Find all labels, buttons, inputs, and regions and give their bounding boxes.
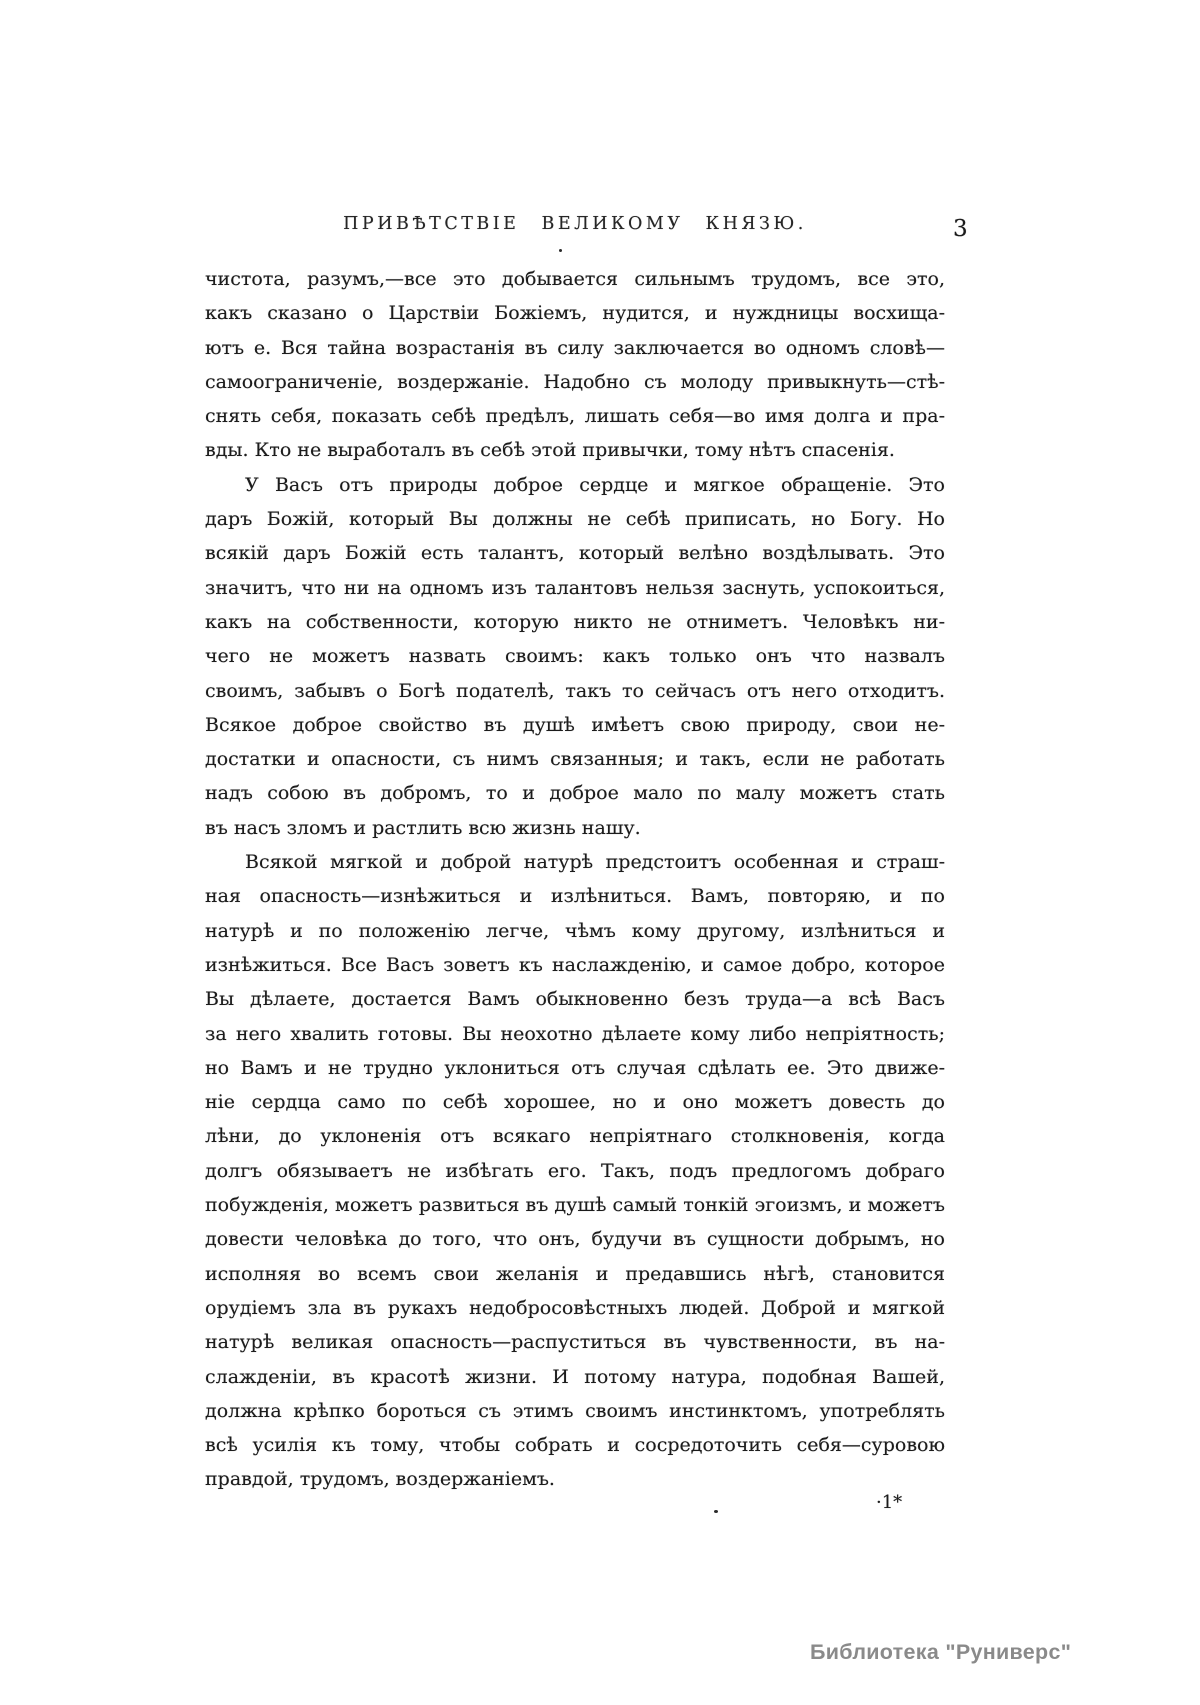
text-line: натурѣ и по положенію легче, чѣмъ кому другому, излѣниться и [205, 919, 945, 942]
text-line: побужденія, можетъ развиться въ душѣ самый тонкій эгоизмъ, и можетъ [205, 1194, 945, 1217]
text-line: Всякой мягкой и доброй натурѣ предстоитъ особенная и страш- [245, 851, 945, 874]
text-line: довести человѣка до того, что онъ, будучи въ сущности добрымъ, но [205, 1228, 945, 1251]
text-line: Всякое доброе свойство въ душѣ имѣетъ свою природу, свои не- [205, 713, 945, 736]
text-line: Вы дѣлаете, достается Вамъ обыкновенно безъ труда—а всѣ Васъ [205, 988, 945, 1011]
scan-speck [714, 1510, 718, 1513]
text-line: но Вамъ и не трудно уклониться отъ случая сдѣлать ее. Это движе- [205, 1056, 945, 1079]
text-line: изнѣжиться. Все Васъ зоветъ къ наслажденію, и самое добро, которое [205, 953, 945, 976]
text-line: надъ собою въ добромъ, то и доброе мало по малу можетъ стать [205, 782, 945, 805]
text-line: снять себя, показать себѣ предѣлъ, лишать себя—во имя долга и пра- [205, 405, 945, 428]
text-line: исполняя во всемъ свои желанія и предавшись нѣгѣ, становится [205, 1262, 945, 1285]
library-watermark: Библиотека "Руниверс" [810, 1640, 1072, 1664]
text-line: достатки и опасности, съ нимъ связанныя; и такъ, если не работать [205, 748, 945, 771]
text-line: какъ на собственности, которую никто не отниметъ. Человѣкъ ни- [205, 610, 945, 633]
text-line: за него хвалить готовы. Вы неохотно дѣлаете кому либо непріятность; [205, 1022, 945, 1045]
text-line: значитъ, что ни на одномъ изъ талантовъ нельзя заснуть, успокоиться, [205, 576, 945, 599]
body-text [205, 262, 945, 1497]
text-line: слажденіи, въ красотѣ жизни. И потому натура, подобная Вашей, [205, 1365, 945, 1388]
text-line: лѣни, до уклоненія отъ всякаго непріятнаго столкновенія, когда [205, 1125, 945, 1148]
page-header [205, 214, 968, 248]
text-line: вды. Кто не выработалъ въ себѣ этой привычки, тому нѣтъ спасенія. [205, 439, 895, 462]
text-line: ютъ е. Вся тайна возрастанія въ силу заключается во одномъ словѣ— [205, 336, 945, 359]
text-line: ніе сердца само по себѣ хорошее, но и оно можетъ довесть до [205, 1091, 945, 1114]
text-line: всякій даръ Божій есть талантъ, который велѣно воздѣлывать. Это [205, 542, 945, 565]
text-line: въ насъ зломъ и растлить всю жизнь нашу. [205, 816, 641, 839]
text-line: всѣ усилія къ тому, чтобы собрать и сосредоточить себя—суровою [205, 1434, 945, 1457]
text-line: какъ сказано о Царствіи Божіемъ, нудится, и нуждницы восхища- [205, 302, 945, 325]
text-line: долгъ обязываетъ не избѣгать его. Такъ, подъ предлогомъ добраго [205, 1159, 945, 1182]
text-line: натурѣ великая опасность—распуститься въ чувственности, въ на- [205, 1331, 945, 1354]
text-line: должна крѣпко бороться съ этимъ своимъ инстинктомъ, употреблять [205, 1399, 945, 1422]
text-line: своимъ, забывъ о Богѣ подателѣ, такъ то сейчасъ отъ него отходитъ. [205, 679, 945, 702]
signature-mark: ·1* [876, 1492, 903, 1513]
text-line: чистота, разумъ,—все это добывается сильнымъ трудомъ, все это, [205, 268, 945, 290]
text-line: У Васъ отъ природы доброе сердце и мягкое обращеніе. Это [245, 473, 945, 496]
text-line: правдой, трудомъ, воздержаніемъ. [205, 1468, 555, 1491]
page-number: 3 [953, 216, 968, 242]
text-line: чего не можетъ назвать своимъ: какъ только онъ что назвалъ [205, 645, 945, 668]
text-line: даръ Божій, который Вы должны не себѣ приписать, но Богу. Но [205, 508, 945, 531]
text-line: орудіемъ зла въ рукахъ недобросовѣстныхъ людей. Доброй и мягкой [205, 1296, 945, 1319]
running-title: ПРИВѢТСТВІЕ ВЕЛИКОМУ КНЯЗЮ. [343, 214, 807, 234]
text-line: ная опасность—изнѣжиться и излѣниться. Вамъ, повторяю, и по [205, 885, 945, 908]
scan-speck [559, 249, 562, 252]
text-line: самоограниченіе, воздержаніе. Надобно съ молоду привыкнуть—стѣ- [205, 370, 945, 393]
